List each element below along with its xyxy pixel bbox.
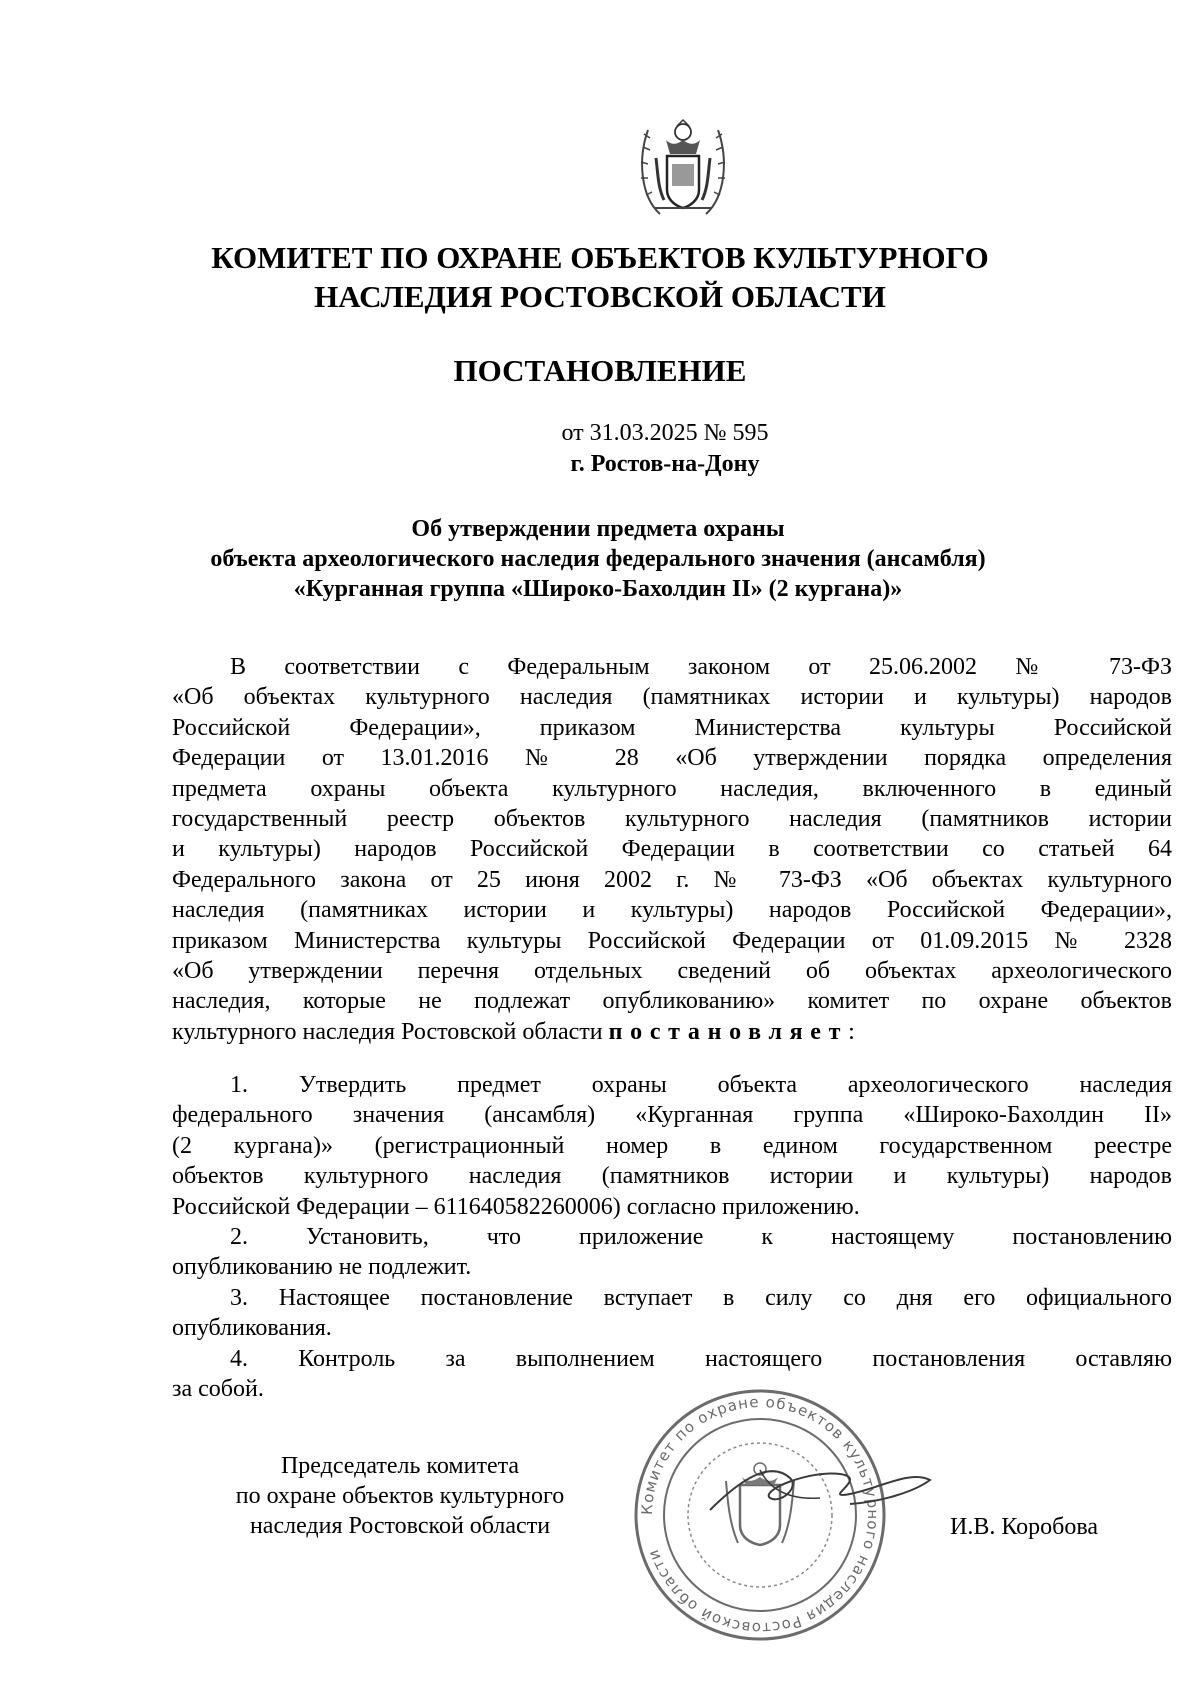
preamble-line: «Об утверждении перечня отдельных сведений об объектах археологического [172, 958, 1172, 985]
document-subject [172, 514, 1024, 604]
preamble-line: приказом Министерства культуры Российской Федерации от 01.09.2015 № 2328 [172, 927, 1172, 954]
signature-icon [700, 1440, 940, 1530]
preamble-paragraph [172, 652, 1172, 1047]
preamble-line: Федерации от 13.01.2016 № 28 «Об утверждении порядка определения [172, 745, 1172, 772]
preamble-line: наследия (памятниках истории и культуры) народов Российской Федерации», [172, 897, 1172, 924]
preamble-line: «Об объектах культурного наследия (памятниках истории и культуры) народов [172, 684, 1172, 711]
coat-of-arms-icon [630, 118, 736, 218]
item-2-line: опубликованию не подлежит. [172, 1254, 472, 1281]
preamble-line: В соответствии с Федеральным законом от 25.06.2002 № 73-ФЗ [230, 654, 1172, 680]
preamble-last-line-end: : [848, 1018, 855, 1045]
subject-line: Об утверждении предмета охраны [411, 516, 785, 542]
preamble-last-line-text: культурного наследия Ростовской области [172, 1018, 603, 1045]
preamble-line: наследия, которые не подлежат опубликованию» комитет по охране объектов [172, 988, 1172, 1015]
item-4-line: 4. Контроль за выполнением настоящего постановления оставляю [230, 1345, 1172, 1372]
item-3-line: 3. Настоящее постановление вступает в силу со дня его официального [230, 1284, 1172, 1311]
preamble-line: Российской Федерации», приказом Министерства культуры Российской [172, 714, 1172, 741]
item-3-line: опубликования. [172, 1315, 332, 1342]
item-1-line: 1. Утвердить предмет охраны объекта археологического наследия [230, 1072, 1172, 1098]
organization-name-line1: КОМИТЕТ ПО ОХРАНЕ ОБЪЕКТОВ КУЛЬТУРНОГО [211, 240, 989, 275]
organization-name-line2: НАСЛЕДИЯ РОСТОВСКОЙ ОБЛАСТИ [314, 279, 886, 314]
item-2-line: 2. Установить, что приложение к настоящему постановлению [230, 1224, 1172, 1251]
preamble-line: и культуры) народов Российской Федерации в соответствии со статьей 64 [172, 836, 1172, 863]
subject-line: объекта археологического наследия федерального значения (ансамбля) [210, 546, 986, 572]
item-1-line: (2 кургана)» (регистрационный номер в едином государственном реестре [172, 1132, 1172, 1159]
preamble-last-line [172, 1017, 1172, 1047]
item-1-line: федерального значения (ансамбля) «Курганная группа «Широко-Бахолдин II» [172, 1102, 1172, 1129]
item-4-line: за собой. [172, 1376, 264, 1403]
signer-title-line: Председатель комитета [280, 1453, 520, 1479]
subject-line: «Курганная группа «Широко-Бахолдин II» (2 кургана)» [293, 576, 903, 602]
item-1-line: объектов культурного наследия (памятников истории и культуры) народов [172, 1163, 1172, 1190]
document-date-number: от 31.03.2025 № 595 [561, 420, 769, 446]
preamble-line: предмета охраны объекта культурного наследия, включенного в единый [172, 775, 1172, 802]
decree-items [172, 1070, 1172, 1404]
item-1-line: Российской Федерации – 611640582260006) согласно приложению. [172, 1193, 860, 1220]
seal-text: Комитет по охране объектов культурного наследия Ростовской области [637, 1392, 883, 1638]
document-city: г. Ростов-на-Дону [570, 451, 760, 477]
organization-name [170, 238, 1030, 316]
signer-title-line: наследия Ростовской области [249, 1513, 551, 1539]
preamble-line: Федерального закона от 25 июня 2002 г. № 73-ФЗ «Об объектах культурного [172, 866, 1172, 893]
document-type: ПОСТАНОВЛЕНИЕ [453, 353, 747, 388]
decree-word: постановляет [608, 1018, 849, 1045]
preamble-line: государственный реестр объектов культурного наследия (памятников истории [172, 806, 1172, 833]
signer-title [190, 1451, 610, 1541]
signer-name: И.В. Коробова [950, 1514, 1099, 1540]
signer-title-line: по охране объектов культурного [235, 1483, 565, 1509]
